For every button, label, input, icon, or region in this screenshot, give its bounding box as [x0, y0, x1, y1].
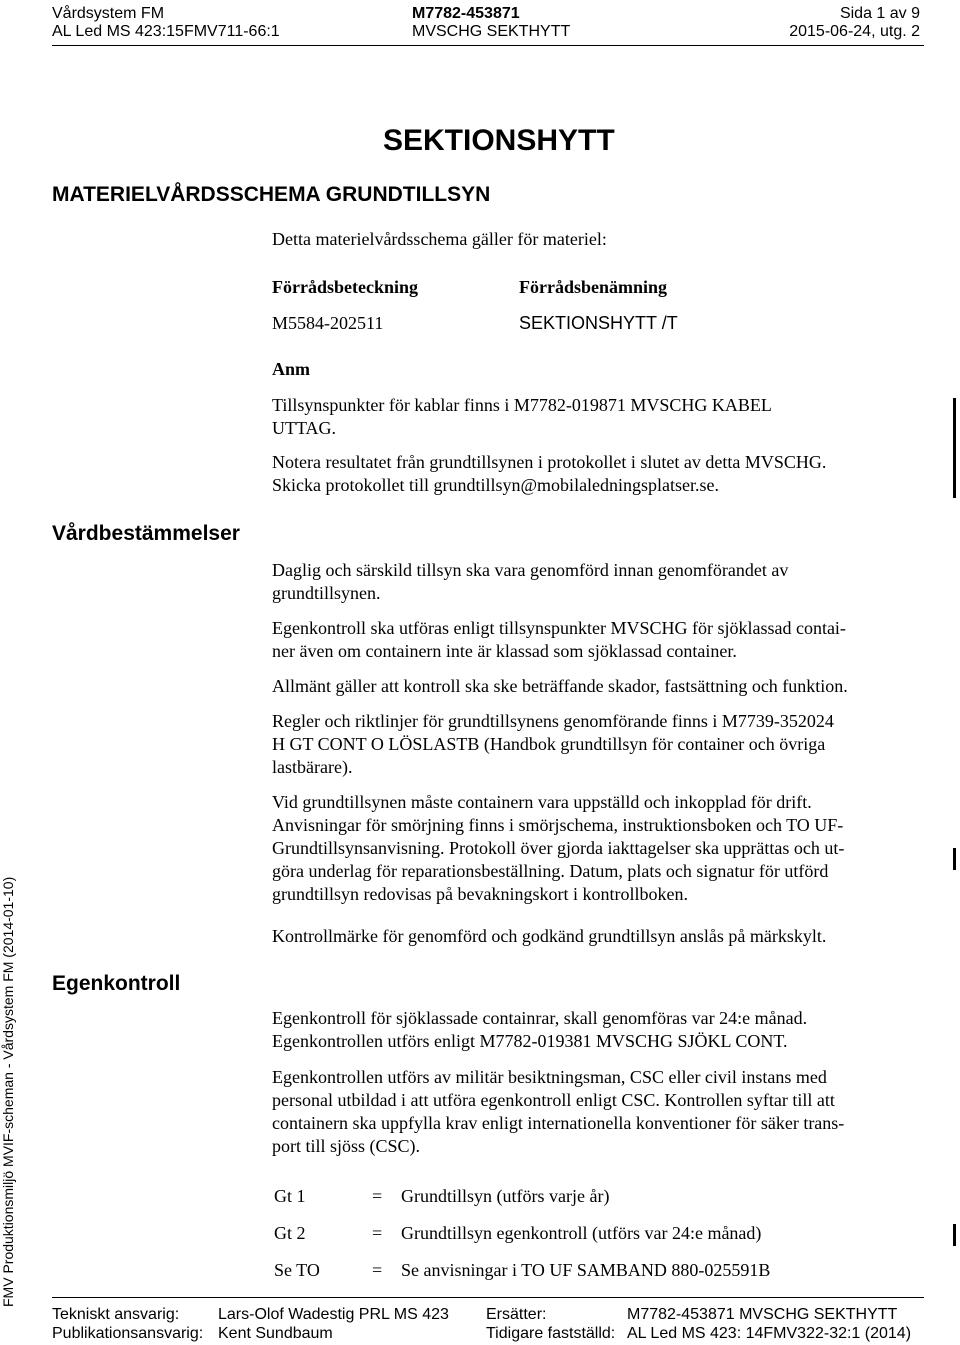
footer-replaces-label: Ersätter:	[486, 1306, 547, 1323]
vard-p3-l1: Allmänt gäller att kontroll ska ske beträffande skador, fastsättning och funktion.	[272, 676, 848, 696]
legend-desc: Se anvisningar i TO UF SAMBAND 880-025591B	[401, 1260, 771, 1280]
header-doc-name: MVSCHG SEKTHYTT	[412, 23, 571, 40]
col2-value: SEKTIONSHYTT /T	[519, 313, 678, 333]
schema-title: MATERIELVÅRDSSCHEMA GRUNDTILLSYN	[52, 183, 491, 206]
legend-desc: Grundtillsyn (utförs varje år)	[401, 1186, 610, 1206]
egen-p1-l1: Egenkontroll för sjöklassade containrar, skall genomföras var 24:e månad.	[272, 1008, 808, 1028]
vard-p5-l2: Anvisningar för smörjning finns i smörjschema, instruktionsboken och TO UF-	[272, 815, 844, 835]
egen-p2-l3: containern ska uppfylla krav enligt internationella konventioner för säker trans-	[272, 1113, 845, 1133]
vard-p4-l3: lastbärare).	[272, 757, 353, 777]
anm-line2a: Notera resultatet från grundtillsynen i protokollet i slutet av detta MVSCHG.	[272, 452, 827, 472]
change-bar	[953, 1224, 956, 1246]
header-doc-id: M7782-453871	[412, 5, 520, 22]
footer-replaces-value: M7782-453871 MVSCHG SEKTHYTT	[627, 1306, 898, 1323]
egen-p2-l1: Egenkontrollen utförs av militär besiktningsman, CSC eller civil instans med	[272, 1067, 827, 1087]
anm-line2b: Skicka protokollet till grundtillsyn@mobilaledningsplatser.se.	[272, 475, 720, 495]
vard-p4-l1: Regler och riktlinjer för grundtillsynens genomförande finns i M7739-352024	[272, 711, 834, 731]
intro-text: Detta materielvårdsschema gäller för materiel:	[272, 229, 607, 249]
header-date: 2015-06-24, utg. 2	[789, 23, 920, 40]
footer-prev-value: AL Led MS 423: 14FMV322-32:1 (2014)	[627, 1325, 912, 1342]
anm-label: Anm	[272, 359, 311, 379]
header-page: Sida 1 av 9	[839, 5, 920, 22]
anm-line1a: Tillsynspunkter för kablar finns i M7782-019871 MVSCHG KABEL	[272, 395, 772, 415]
legend-code: Se TO	[274, 1260, 320, 1280]
vard-p2-l2: ner även om containern inte är klassad som sjöklassad container.	[272, 641, 737, 661]
legend-eq: =	[372, 1260, 383, 1280]
section-egenkontroll: Egenkontroll	[52, 972, 181, 995]
vard-p5-l1: Vid grundtillsynen måste containern vara uppställd och inkopplad för drift.	[272, 792, 812, 812]
vard-p5-l5: grundtillsyn redovisas på bevakningskort i kontrollboken.	[272, 884, 688, 904]
legend-desc: Grundtillsyn egenkontroll (utförs var 24:e månad)	[401, 1223, 762, 1243]
legend-code: Gt 1	[274, 1186, 306, 1206]
vard-p5-l3: Grundtillsynsanvisning. Protokoll över gjorda iakttagelser ska upprättas och ut-	[272, 838, 845, 858]
legend-eq: =	[372, 1186, 383, 1206]
vard-p6-l1: Kontrollmärke för genomförd och godkänd grundtillsyn anslås på märkskylt.	[272, 926, 827, 946]
change-bar	[953, 848, 956, 870]
vard-p2-l1: Egenkontroll ska utföras enligt tillsynspunkter MVSCHG för sjöklassad contai-	[272, 618, 846, 638]
section-vardbestammelser: Vårdbestämmelser	[52, 522, 240, 545]
col2-header: Förrådsbenämning	[519, 277, 668, 297]
header-divider	[52, 45, 924, 46]
col1-value: M5584-202511	[272, 313, 384, 333]
legend-code: Gt 2	[274, 1223, 306, 1243]
footer-divider	[52, 1297, 924, 1298]
egen-p1-l2: Egenkontrollen utförs enligt M7782-019381 MVSCHG SJÖKL CONT.	[272, 1031, 788, 1051]
footer-pub-value: Kent Sundbaum	[218, 1325, 333, 1342]
change-bar	[953, 398, 956, 498]
page-title: SEKTIONSHYTT	[383, 124, 615, 157]
vard-p4-l2: H GT CONT O LÖSLASTB (Handbok grundtillsyn för container och övriga	[272, 734, 826, 754]
footer-pub-label: Publikationsansvarig:	[52, 1325, 204, 1342]
vard-p1-l2: grundtillsynen.	[272, 583, 381, 603]
footer-prev-label: Tidigare fastställd:	[486, 1325, 616, 1342]
legend-eq: =	[372, 1223, 383, 1243]
egen-p2-l4: port till sjöss (CSC).	[272, 1136, 421, 1156]
footer-tech-value: Lars-Olof Wadestig PRL MS 423	[218, 1306, 449, 1323]
egen-p2-l2: personal utbildad i att utföra egenkontroll enligt CSC. Kontrollen syftar till att	[272, 1090, 835, 1110]
side-production-note: FMV Produktionsmiljö MVIF-scheman - Vårdsystem FM (2014-01-10)	[0, 876, 16, 1307]
header-system: Vårdsystem FM	[52, 5, 165, 22]
col1-header: Förrådsbeteckning	[272, 277, 418, 297]
vard-p5-l4: göra underlag för reparationsbeställning. Datum, plats och signatur för utförd	[272, 861, 829, 881]
footer-tech-label: Tekniskt ansvarig:	[52, 1306, 180, 1323]
vard-p1-l1: Daglig och särskild tillsyn ska vara genomförd innan genomförandet av	[272, 560, 789, 580]
header-al-ref: AL Led MS 423:15FMV711-66:1	[52, 23, 280, 40]
anm-line1b: UTTAG.	[272, 418, 337, 438]
